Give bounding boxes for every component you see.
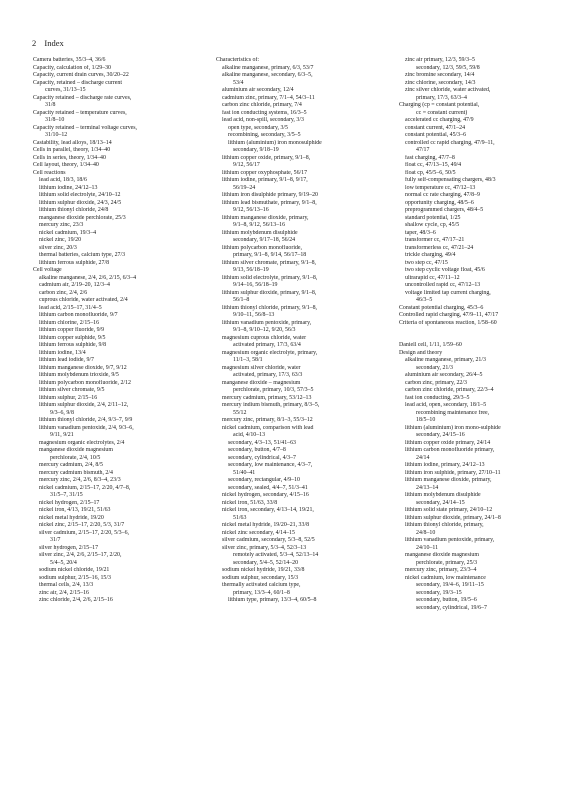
index-entry: taper, 48/3–6: [405, 229, 436, 236]
index-entry: secondary, 4/3–13, 51/41–63: [228, 439, 297, 446]
index-entry: Capacity retained – temperature curves,: [33, 109, 127, 116]
index-entry: lithium polycarbon monofluoride, 2/12: [39, 379, 131, 386]
index-entry: trickle charging, 49/4: [405, 252, 456, 258]
index-entry: lithium copper oxyphosphate, 56/17: [222, 169, 308, 176]
index-entry: Cells in parallel, theory, 1/34–40: [33, 147, 111, 153]
index-entry: Cell layout, theory, 1/34–40: [33, 162, 99, 168]
index-entry: lithium molybdenum trioxide, 9/5: [39, 372, 119, 378]
index-entry: Camera batteries, 35/3–4, 36/6: [33, 57, 106, 63]
index-entry: mercury cadmium, 2/4, 8/5: [39, 462, 103, 468]
index-entry: two step cyclic voltage float, 45/6: [405, 267, 485, 273]
index-entry: 9/1–8, 9/10–12, 9/20, 56/3: [233, 327, 296, 333]
index-entry: lithium manganese dioxide, 9/7, 9/12: [39, 364, 127, 371]
index-entry: cadmium zinc, primary, 7/1–4, 54/3–11: [222, 94, 315, 101]
index-entry: perchlorate, 2/4, 10/5: [50, 454, 101, 461]
index-entry: shallow cycle, cp, 45/5: [405, 222, 460, 228]
index-entry: Capacity, retained – discharge current: [33, 79, 122, 86]
index-entry: acid, 4/10–13: [233, 432, 266, 438]
index-entry: preprogrammed chargers, 48/4–5: [405, 207, 484, 213]
index-entry: silver zinc, primary, 5/3–4, 52/3–13: [222, 544, 307, 551]
index-entry: mercury cadmium, primary, 53/12–13: [222, 394, 312, 401]
index-entry: silver cadmium, 2/15–17, 2/20, 5/3–6,: [39, 529, 129, 536]
index-entry: Cell voltage: [33, 267, 62, 273]
index-entry: 9/14–16, 56/18–19: [233, 282, 278, 288]
index-entry: 9/12, 56/13–16: [233, 207, 269, 213]
index-entry: lithium type, primary, 13/3–4, 60/5–8: [228, 597, 317, 603]
index-entry: secondary, 21/3: [416, 364, 453, 371]
index-entry: carbon zinc, primary, 22/3: [405, 379, 467, 386]
index-entry: lithium solid state primary, 24/10–12: [405, 507, 493, 513]
index-entry: magnesium organic electrolytes, 2/4: [39, 439, 125, 446]
index-entry: cc = constant current): [416, 109, 468, 116]
index-entry: fast ion conducting systems, 16/3–5: [222, 109, 307, 116]
index-entry: 9/3–6, 9/8: [50, 409, 74, 416]
index-entry: lithium ferrous sulphide, 27/8: [39, 259, 110, 266]
index-gap: [399, 327, 557, 335]
index-entry: lithium sulphur dioxide, 2/4, 2/11–12,: [39, 402, 129, 408]
index-entry: fast ion conducting, 29/3–5: [405, 394, 470, 401]
index-entry: Criteria of spontaneous reaction, 1/58–60: [399, 319, 497, 326]
index-entry: 46/3–5: [416, 297, 433, 303]
index-entry: nickel cadmium, 2/15–17, 2/20, 4/7–8,: [39, 484, 131, 491]
index-entry: Design and theory: [399, 349, 443, 356]
index-entry: lithium silver chromate, 9/5: [39, 387, 105, 393]
index-entry: nickel hydrogen, 2/15–17: [39, 499, 100, 506]
index-entry: zinc chlorine, secondary, 14/3: [405, 79, 476, 86]
index-entry: alkaline manganese, 2/4, 2/6, 2/15, 6/3–4: [39, 274, 137, 281]
index-entry: nickel cadmium, low maintenance: [405, 574, 486, 581]
index-entry: silver hydrogen, 2/15–17: [39, 544, 99, 551]
index-entry: fast charging, 47/7–8: [405, 154, 455, 161]
index-entry: carbon zinc, 2/4, 2/6: [39, 289, 88, 296]
index-entry: 51/40–41: [233, 469, 256, 476]
index-entry: zinc bromine secondary, 14/4: [405, 72, 475, 78]
index-entry: nickel zinc, 19/20: [39, 237, 82, 243]
index-entry: 51/63: [233, 514, 247, 521]
index-entry: lithium thionyl chloride, 2/4, 9/3–7, 9/9: [39, 417, 133, 423]
index-entry: perchlorate, primary, 10/3, 57/3–5: [233, 387, 314, 393]
index-entry: alkaline manganese, secondary, 6/3–5,: [222, 72, 313, 78]
index-entry: lithium carbon monofluoride, 9/7: [39, 312, 118, 318]
index-entry: secondary, button, 19/5–6: [416, 597, 477, 603]
index-entry: mercury zinc, 2/4, 2/6, 8/3–4, 23/3: [39, 477, 121, 483]
index-entry: secondary, 5/4–5, 52/14–20: [233, 559, 299, 566]
index-entry: float cc, 47/13–15, 49/4: [405, 162, 462, 168]
index-entry: aluminium air secondary, 26/4–5: [405, 372, 483, 378]
index-entry: mercury indium bismuth, primary, 8/3–5,: [222, 402, 320, 408]
index-entry: lithium copper oxide, primary, 9/1–8,: [222, 154, 311, 161]
index-entry: 5/4–5, 20/4: [50, 559, 77, 566]
index-entry: 24/13–14: [416, 484, 439, 491]
index-entry: perchlorate, primary, 25/3: [416, 559, 478, 566]
index-entry: sodium sulphur, secondary, 15/3: [222, 574, 299, 581]
index-entry: constant current, 47/1–24: [405, 124, 466, 131]
index-entry: lithium sulphur dioxide, primary, 24/1–8: [405, 514, 501, 521]
index-entry: nickel iron, secondary, 4/13–14, 19/21,: [222, 507, 314, 513]
index-entry: magnesium organic electrolyte, primary,: [222, 349, 318, 356]
index-entry: lithium copper sulphide, 9/5: [39, 334, 106, 341]
index-entry: lithium iodine, primary, 24/12–13: [405, 462, 485, 468]
index-entry: accelerated cc charging, 47/9: [405, 117, 474, 123]
index-entry: secondary, sealed, 4/4–7, 51/3–41: [228, 484, 308, 491]
index-entry: secondary, cylindrical, 19/6–7: [416, 604, 487, 611]
index-entry: voltage limited tap current charging,: [405, 289, 491, 296]
index-entry: lithium (aluminium) iron monosulphide: [228, 139, 322, 146]
index-entry: lithium thionyl chloride, 24/8: [39, 207, 109, 213]
index-entry: lithium solid electrolyte, primary, 9/1–8,: [222, 274, 318, 281]
index-entry: 24/14: [416, 454, 430, 461]
page-title: Index: [44, 38, 64, 48]
index-entry: lithium sulphur dioxide, 24/3, 24/5: [39, 199, 122, 206]
index-entry: lithium silver chromate, primary, 9/1–8,: [222, 259, 317, 266]
index-entry: secondary, 24/14–15: [416, 499, 465, 506]
index-column-2: [216, 57, 376, 605]
index-entry: 56/19–24: [233, 184, 256, 191]
index-entry: magnesium cuprous chloride, water: [222, 334, 307, 341]
index-entry: thermal batteries, calcium type, 27/3: [39, 252, 126, 258]
index-entry: 56/1–8: [233, 297, 250, 303]
index-entry: secondary, 12/3, 59/5, 59/8: [416, 64, 480, 71]
index-entry: Capacity, calculation of, 1/29–30: [33, 64, 111, 71]
index-entry: sodium nickel chloride, 19/21: [39, 567, 110, 573]
index-entry: lithium lead iodide, 9/7: [39, 357, 94, 363]
index-entry: Characteristics of:: [216, 57, 260, 63]
index-entry: 9/1–8, 9/12, 56/13–16: [233, 222, 286, 228]
index-entry: 47/17: [416, 147, 430, 153]
index-entry: nickel iron, 4/13, 19/21, 51/63: [39, 507, 111, 513]
index-entry: manganese dioxide – magnesium: [222, 379, 301, 386]
index-entry: manganese dioxide perchlorate, 25/3: [39, 214, 126, 221]
index-entry: 31/7: [50, 537, 61, 543]
index-entry: ultrarapid cc, 47/11–12: [405, 274, 460, 281]
index-entry: opportunity charging, 48/5–6: [405, 199, 474, 206]
index-entry: remotely activated, 5/3–4, 52/13–14: [233, 552, 319, 558]
index-entry: lithium chlorine, 2/15–16: [39, 319, 100, 326]
index-entry: cuprous chloride, water activated, 2/4: [39, 297, 128, 303]
index-entry: Capacity retained – discharge rate curves,: [33, 94, 132, 101]
index-entry: 24/8–10: [416, 529, 436, 536]
index-gap: [399, 335, 557, 343]
index-entry: thermal cells, 2/4, 13/3: [39, 582, 94, 588]
index-entry: standard potential, 1/25: [405, 214, 461, 221]
index-entry: secondary, rectangular, 4/9–10: [228, 477, 301, 483]
index-entry: secondary, button, 4/7–8: [228, 447, 286, 453]
index-entry: 24/10–11: [416, 544, 439, 551]
index-entry: secondary, 19/4–6, 19/11–15: [416, 582, 484, 588]
index-entry: 9/11, 9/21: [50, 432, 74, 438]
index-entry: 31/5–7, 31/15: [50, 492, 83, 498]
index-entry: lithium iron disulphide primary, 9/19–20: [222, 192, 318, 198]
index-column-1: [33, 57, 191, 605]
index-entry: recombining maintenance free,: [416, 409, 490, 416]
index-entry: Charging (cp = constant potential,: [399, 102, 480, 108]
index-entry: lithium sulphur, 2/15–16: [39, 394, 98, 401]
index-entry: secondary, 19/3–15: [416, 589, 462, 596]
index-entry: lithium iodine, 24/12–13: [39, 184, 98, 191]
index-entry: controlled cc rapid charging, 47/9–11,: [405, 139, 495, 146]
index-entry: silver zinc, 2/4, 2/6, 2/15–17, 2/20,: [39, 552, 122, 558]
index-entry: lithium solid electrolyte, 24/10–12: [39, 192, 121, 198]
index-entry: 31/8: [45, 102, 56, 108]
index-entry: lead acid, 2/15–17, 31/4–5: [39, 304, 102, 311]
index-entry: float cp, 45/5–6, 50/5: [405, 169, 456, 176]
index-entry: open type, secondary, 3/5: [228, 124, 288, 131]
index-entry: low temperature cc, 47/12–13: [405, 184, 476, 191]
index-entry: zinc chloride, 2/4, 2/6, 2/15–16: [39, 597, 113, 603]
index-entry: carbon zinc chloride, primary, 7/4: [222, 102, 302, 108]
index-entry: secondary, 9/17–18, 56/24: [233, 237, 296, 243]
index-entry: nickel metal hydride, 19/20: [39, 514, 104, 521]
index-entry: 18/5–10: [416, 417, 436, 423]
index-entry: zinc silver chloride, water activated,: [405, 87, 491, 93]
index-entry: nickel zinc secondary, 4/14–15: [222, 529, 295, 536]
index-entry: lithium (aluminium) iron mono-sulphide: [405, 424, 501, 431]
index-entry: lithium iodine, primary, 9/1–8, 9/17,: [222, 177, 308, 183]
index-entry: 31/8–10: [45, 117, 65, 123]
index-entry: nickel metal hydride, 19/20–21, 33/8: [222, 522, 310, 528]
index-entry: Controlled rapid charging, 47/9–11, 47/17: [399, 312, 499, 318]
index-entry: transformerless cc, 47/21–24: [405, 244, 474, 251]
index-entry: primary, 17/3, 63/3–4: [416, 94, 467, 101]
index-entry: lithium manganese dioxide, primary,: [222, 214, 309, 221]
index-entry: lithium molybdenum disulphide: [405, 492, 481, 498]
index-entry: carbon zinc chloride, primary, 22/3–4: [405, 387, 494, 393]
index-entry: zinc air, 2/4, 2/15–16: [39, 589, 89, 596]
index-entry: lithium iodine, 13/4: [39, 349, 86, 356]
index-entry: Capacity, current drain curves, 30/20–22: [33, 72, 129, 78]
index-entry: lithium vanadium pentoxide, primary,: [405, 537, 495, 543]
index-entry: lithium lead bismuthate, primary, 9/1–8,: [222, 199, 317, 206]
index-entry: normal cc rate charging, 47/8–9: [405, 192, 480, 198]
page-number: 2: [32, 38, 37, 48]
index-entry: 9/13, 56/18–19: [233, 267, 269, 273]
index-entry: nickel cadmium, 19/3–4: [39, 229, 97, 236]
index-entry: Capacity retained – terminal voltage curves,: [33, 124, 138, 131]
index-entry: lithium carbon monofluoride primary,: [405, 447, 495, 453]
index-entry: lithium copper fluoride, 9/9: [39, 327, 105, 333]
index-entry: lithium polycarbon monofluoride,: [222, 244, 303, 251]
index-entry: aluminium air secondary, 12/4: [222, 87, 294, 93]
index-entry: curves, 31/13–15: [45, 87, 86, 93]
index-entry: fully self-compensating chargers, 48/3: [405, 177, 496, 183]
index-entry: recombining, secondary, 3/5–5: [228, 132, 301, 138]
index-entry: magnesium silver chloride, water: [222, 364, 301, 371]
index-column-3: [399, 57, 557, 612]
index-entry: zinc air primary, 12/3, 59/3–5: [405, 57, 475, 63]
index-entry: mercury zinc, primary, 8/1–3, 55/3–12: [222, 417, 313, 423]
index-entry: secondary, 9/18–19: [233, 147, 279, 153]
index-entry: nickel cadmium, comparison with lead: [222, 424, 314, 431]
index-entry: cadmium air, 2/19–20, 12/3–4: [39, 282, 110, 288]
index-entry: nickel zinc, 2/15–17, 2/20, 5/3, 31/7: [39, 522, 125, 528]
index-entry: sodium nickel hydride, 19/21, 33/8: [222, 567, 305, 573]
page-header: [32, 38, 64, 48]
index-entry: lithium molybdenum disulphide: [222, 229, 298, 236]
index-entry: mercury cadmium bismuth, 2/4: [39, 469, 113, 476]
index-entry: manganese dioxide magnesium: [39, 447, 113, 453]
index-entry: lithium vanadium pentoxide, 2/4, 9/3–6,: [39, 424, 134, 431]
index-entry: 9/12, 56/17: [233, 162, 260, 168]
index-entry: nickel hydrogen, secondary, 4/15–16: [222, 492, 309, 498]
index-entry: alkaline manganese, primary, 21/3: [405, 357, 486, 363]
index-entry: activated, primary, 17/3, 63/3: [233, 372, 303, 378]
index-entry: lead acid, 18/3, 18/6: [39, 177, 87, 183]
index-entry: lithium vanadium pentoxide, primary,: [222, 319, 312, 326]
index-entry: manganese dioxide magnesium: [405, 552, 479, 558]
index-entry: Cells in series, theory, 1/34–40: [33, 154, 106, 161]
index-entry: primary, 13/3–4, 60/1–8: [233, 589, 290, 596]
index-entry: 9/10–11, 56/8–13: [233, 312, 275, 318]
index-entry: secondary, low maintenance, 4/3–7,: [228, 462, 313, 468]
index-entry: 55/12: [233, 409, 247, 416]
index-entry: lithium manganese dioxide, primary,: [405, 477, 492, 483]
index-entry: lithium thionyl chloride, primary,: [405, 522, 484, 528]
index-entry: mercury zinc, primary, 23/3–4: [405, 567, 477, 573]
index-entry: lead acid, non-spill, secondary, 3/3: [222, 117, 304, 123]
index-entry: 31/10–12: [45, 132, 68, 138]
index-entry: lithium thionyl chloride, primary, 9/1–8,: [222, 304, 318, 311]
index-entry: Daniell cell, 1/11, 1/59–60: [399, 342, 462, 348]
index-entry: primary, 9/1–8, 9/14, 56/17–18: [233, 252, 307, 258]
index-entry: Cell reactions: [33, 169, 66, 176]
index-entry: silver cadmium, secondary, 5/3–8, 52/5: [222, 537, 315, 543]
index-entry: 53/4: [233, 79, 244, 86]
index-entry: secondary, cylindrical, 4/3–7: [228, 454, 296, 461]
index-entry: lead acid, open, secondary, 18/1–5: [405, 402, 487, 408]
index-entry: nickel iron, 51/63, 33/8: [222, 499, 278, 506]
index-entry: 11/1–3, 58/1: [233, 357, 263, 363]
index-entry: transformer cc, 47/17–21: [405, 237, 465, 243]
index-entry: lithium sulphur dioxide, primary, 9/1–8,: [222, 289, 317, 296]
index-entry: alkaline manganese, primary, 6/3, 53/7: [222, 64, 314, 71]
index-entry: constant potential, 45/3–6: [405, 132, 467, 138]
index-entry: thermally activated calcium type,: [222, 582, 301, 588]
index-entry: Constant potential charging, 45/3–6: [399, 304, 484, 311]
index-entry: lithium iron sulphide, primary, 27/10–11: [405, 469, 501, 476]
index-entry: two step cc, 47/15: [405, 259, 448, 266]
index-entry: mercury zinc, 23/3: [39, 222, 84, 228]
index-entry: secondary, 24/15–16: [416, 432, 465, 438]
index-entry: lithium ferrous sulphide, 9/8: [39, 342, 107, 348]
index-entry: lithium copper oxide primary, 24/14: [405, 439, 491, 446]
index-entry: silver zinc, 20/3: [39, 244, 77, 251]
index-entry: uncontrolled rapid cc, 47/12–13: [405, 282, 481, 288]
index-entry: activated primary, 17/3, 63/4: [233, 342, 301, 348]
index-entry: Castability, lead alloys, 18/13–14: [33, 139, 112, 146]
index-entry: sodium sulphur, 2/15–16, 15/3: [39, 574, 111, 581]
